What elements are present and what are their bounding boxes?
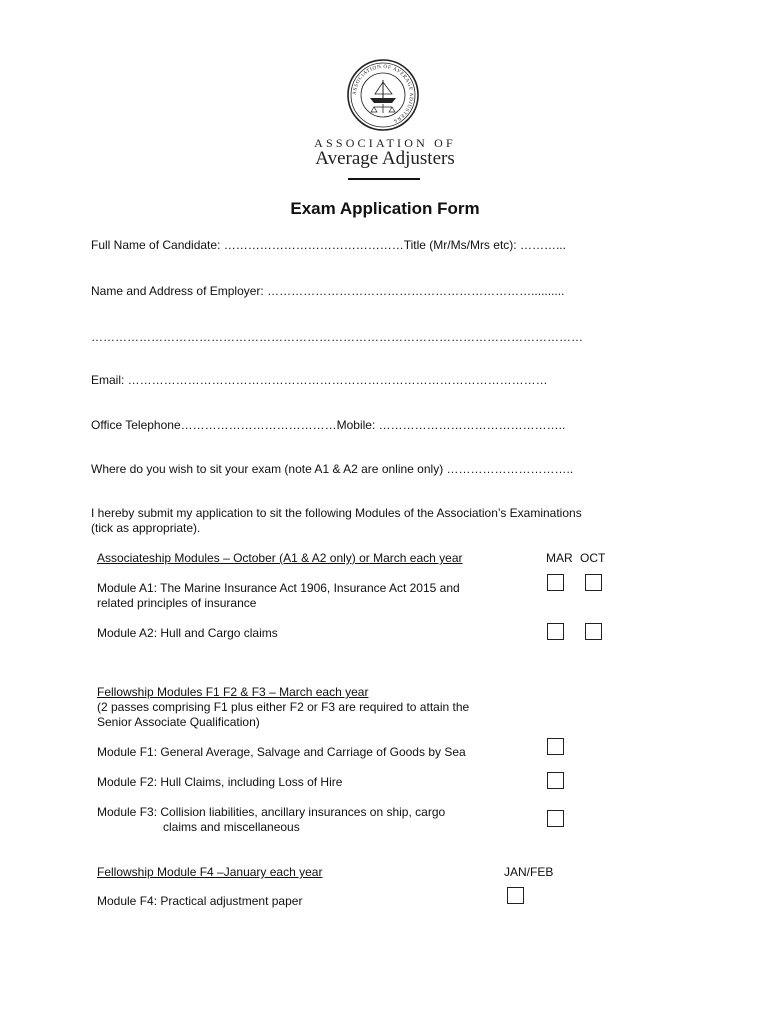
- module-f3-label-line2: claims and miscellaneous: [163, 820, 300, 834]
- svg-text:ASSOCIATION OF AVERAGE ADJUSTE: ASSOCIATION OF AVERAGE ADJUSTERS: [351, 63, 415, 124]
- fellowship-f4-heading: Fellowship Module F4 –January each year: [97, 865, 323, 879]
- fellowship-note-line2: Senior Associate Qualification): [97, 715, 260, 729]
- employer-field[interactable]: Name and Address of Employer: …………………………………………………………..........: [91, 284, 565, 298]
- module-f4-checkbox[interactable]: [507, 887, 524, 904]
- module-a2-label: Module A2: Hull and Cargo claims: [97, 626, 278, 640]
- intro-text-line2: (tick as appropriate).: [91, 521, 201, 535]
- module-f4-label: Module F4: Practical adjustment paper: [97, 894, 303, 908]
- exam-location-field[interactable]: Where do you wish to sit your exam (note A1 & A2 are online only) …………………………..: [91, 462, 574, 476]
- full-name-field[interactable]: Full Name of Candidate: ………………………………………Title (Mr/Ms/Mrs etc): ………...: [91, 238, 566, 252]
- module-f3-label: Module F3: Collision liabilities, ancillary insurances on ship, cargo: [97, 805, 446, 819]
- association-seal-logo: [346, 58, 420, 132]
- fellowship-note: (2 passes comprising F1 plus either F2 or F3 are required to attain the: [97, 700, 470, 714]
- module-a2-mar-checkbox[interactable]: [547, 623, 564, 640]
- telephone-field[interactable]: Office Telephone…………………………………Mobile: ………………………………………..: [91, 418, 566, 432]
- header-divider: [348, 178, 420, 180]
- form-title: Exam Application Form: [290, 199, 480, 218]
- email-field[interactable]: Email: ……………………………………………………………………………………………: [91, 373, 548, 387]
- module-f2-checkbox[interactable]: [547, 772, 564, 789]
- module-f2-label: Module F2: Hull Claims, including Loss of Hire: [97, 775, 343, 789]
- intro-text: I hereby submit my application to sit the following Modules of the Association’s Examinations: [91, 506, 582, 520]
- fellowship-heading: Fellowship Modules F1 F2 & F3 – March each year: [97, 685, 369, 699]
- module-a1-label: Module A1: The Marine Insurance Act 1906, Insurance Act 2015 and: [97, 581, 460, 595]
- module-f1-label: Module F1: General Average, Salvage and Carriage of Goods by Sea: [97, 745, 466, 759]
- employer-field-continued[interactable]: ……………………………………………………………………………………………………………: [91, 330, 583, 344]
- module-a1-mar-checkbox[interactable]: [547, 574, 564, 591]
- associateship-heading: Associateship Modules – October (A1 & A2 only) or March each year: [97, 551, 463, 565]
- module-a2-oct-checkbox[interactable]: [585, 623, 602, 640]
- module-a1-oct-checkbox[interactable]: [585, 574, 602, 591]
- module-a1-label-line2: related principles of insurance: [97, 596, 257, 610]
- column-mar: MAR: [546, 551, 573, 565]
- module-f1-checkbox[interactable]: [547, 738, 564, 755]
- organisation-name-line1: ASSOCIATION OF: [314, 136, 456, 150]
- module-f3-checkbox[interactable]: [547, 810, 564, 827]
- organisation-name-line2: Average Adjusters: [315, 148, 455, 169]
- column-jan-feb: JAN/FEB: [504, 865, 554, 879]
- column-oct: OCT: [580, 551, 606, 565]
